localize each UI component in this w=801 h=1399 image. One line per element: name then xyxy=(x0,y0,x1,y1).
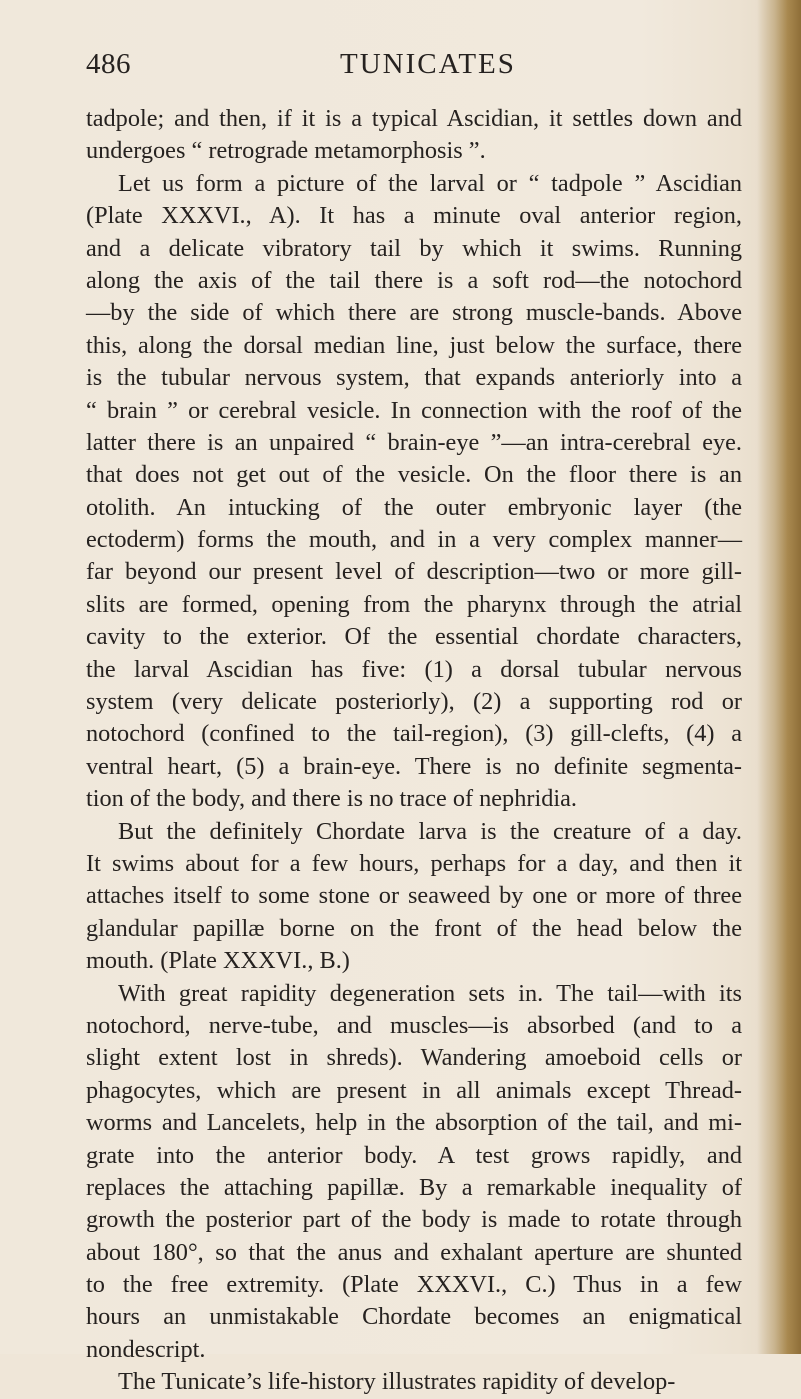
text-line: the larval Ascidian has five: (1) a dorsal tubular nervous xyxy=(86,655,742,683)
text-line: phagocytes, which are present in all animals except Thread- xyxy=(86,1076,742,1104)
text-line: tadpole; and then, if it is a typical Ascidian, it settles down and xyxy=(86,105,742,132)
text-line: this, along the dorsal median line, just below the surface, there xyxy=(86,331,742,359)
text-line: replaces the attaching papillæ. By a remarkable inequality of xyxy=(86,1173,742,1201)
text-line: notochord (confined to the tail-region), (3) gill-clefts, (4) a xyxy=(86,720,742,748)
text-line: It swims about for a few hours, perhaps for a day, and then it xyxy=(86,849,742,877)
page-number: 486 xyxy=(86,48,131,80)
text-line: ventral heart, (5) a brain-eye. There is no definite segmenta- xyxy=(86,752,742,780)
text-line: —by the side of which there are strong muscle-bands. Above xyxy=(86,299,742,327)
text-line: hours an unmistakable Chordate becomes an enigmatical xyxy=(86,1303,742,1331)
text-line: grate into the anterior body. A test grows rapidly, and xyxy=(86,1141,742,1169)
text-line: about 180°, so that the anus and exhalant aperture are shunted xyxy=(86,1238,742,1266)
text-line: glandular papillæ borne on the front of the head below the xyxy=(86,914,742,942)
text-line: cavity to the exterior. Of the essential chordate characters, xyxy=(86,623,742,651)
text-line: otolith. An intucking of the outer embryonic layer (the xyxy=(86,493,742,521)
text-line: But the definitely Chordate larva is the creature of a day. xyxy=(118,817,742,845)
body-text xyxy=(86,103,742,1399)
text-line: system (very delicate posteriorly), (2) a supporting rod or xyxy=(86,688,742,716)
running-title: TUNICATES xyxy=(340,48,516,80)
text-line: undergoes “ retrograde metamorphosis ”. xyxy=(86,137,486,165)
text-line: slight extent lost in shreds). Wandering amoeboid cells or xyxy=(86,1044,742,1072)
text-line: (Plate XXXVI., A). It has a minute oval anterior region, xyxy=(86,202,742,230)
text-line: worms and Lancelets, help in the absorption of the tail, and mi- xyxy=(86,1109,742,1137)
text-line: tion of the body, and there is no trace of nephridia. xyxy=(86,785,577,813)
text-line: that does not get out of the vesicle. On the floor there is an xyxy=(86,461,742,489)
text-line: slits are formed, opening from the pharynx through the atrial xyxy=(86,590,742,618)
text-line: far beyond our present level of description—two or more gill- xyxy=(86,558,742,586)
text-line: is the tubular nervous system, that expands anteriorly into a xyxy=(86,364,742,392)
text-line: With great rapidity degeneration sets in. The tail—with its xyxy=(118,979,742,1007)
text-line: along the axis of the tail there is a soft rod—the notochord xyxy=(86,266,742,294)
text-line: mouth. (Plate XXXVI., B.) xyxy=(86,947,350,975)
text-line: notochord, nerve-tube, and muscles—is absorbed (and to a xyxy=(86,1011,742,1039)
text-line: The Tunicate’s life-history illustrates rapidity of develop- xyxy=(118,1368,676,1396)
text-line: Let us form a picture of the larval or “ tadpole ” Ascidian xyxy=(118,169,742,197)
text-line: and a delicate vibratory tail by which it swims. Running xyxy=(86,234,742,262)
text-line: latter there is an unpaired “ brain-eye ”—an intra-cerebral eye. xyxy=(86,428,742,456)
page-edge-shadow xyxy=(757,0,801,1354)
text-line: attaches itself to some stone or seaweed by one or more of three xyxy=(86,882,742,910)
text-line: ectoderm) forms the mouth, and in a very complex manner— xyxy=(86,526,742,554)
text-line: nondescript. xyxy=(86,1335,206,1363)
text-line: “ brain ” or cerebral vesicle. In connection with the roof of the xyxy=(86,396,742,424)
text-line: to the free extremity. (Plate XXXVI., C.) Thus in a few xyxy=(86,1271,742,1299)
page-header xyxy=(86,48,726,88)
text-line: growth the posterior part of the body is made to rotate through xyxy=(86,1206,742,1234)
